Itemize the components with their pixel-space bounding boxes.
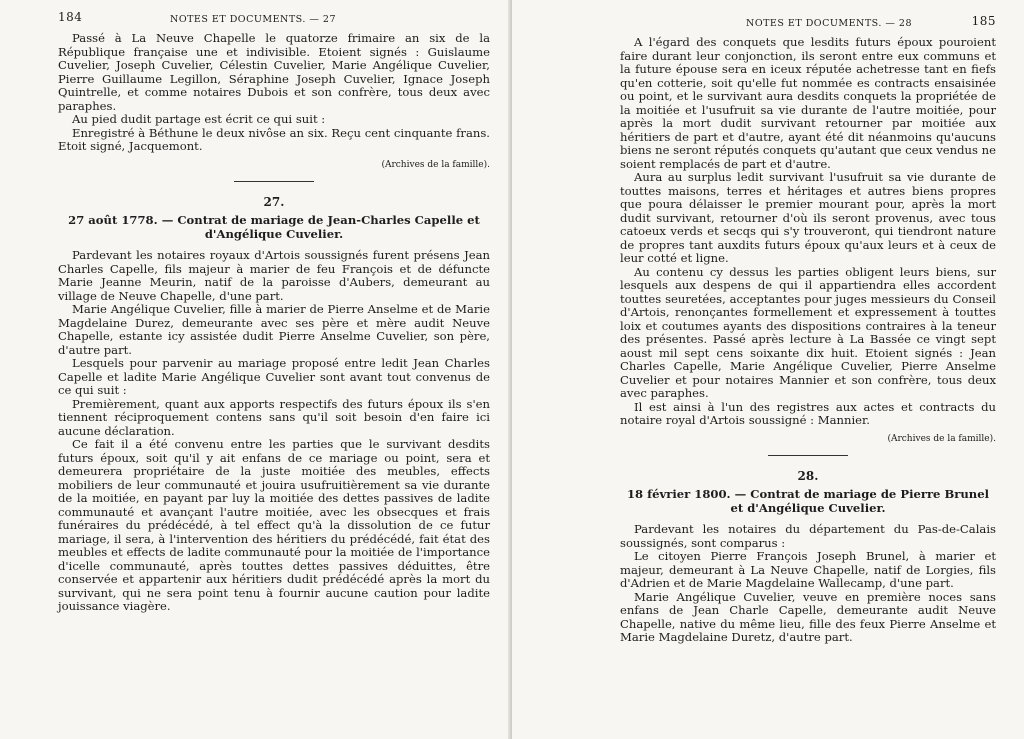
paragraph: Au contenu cy dessus les parties obligent leurs biens, sur lesquels aux despens de qui il appartiendra elles accordent touttes seuretées, acceptantes pour juges messieurs du Conseil d'Artois, renonçantes formellement et expressement à touttes loix et coutumes ayants des dispositions contraires à la teneur des présentes. Passé après lecture à La Bassée ce vingt sept aoust mil sept cens soixante dix huit. Etoient signés : Jean Charles Capelle, Marie Angélique Cuvelier, Pierre Anselme Cuvelier et pour notaires Mannier et son confrère, tous deux avec paraphes. — [620, 264, 996, 400]
section-number: 27. — [263, 195, 285, 209]
page-number: 184 — [58, 10, 83, 24]
section-title: 18 février 1800. — Contrat de mariage de Pierre Brunel et d'Angélique Cuvelier. — [626, 487, 990, 515]
paragraph: Au pied dudit partage est écrit ce qui suit : — [72, 112, 326, 126]
paragraph: Aura au surplus ledit survivant l'usufruit sa vie durante de touttes maisons, terres et héritages et autres biens propres que poura délaisser le premier mourant pour, après la mort dudit survivant, retourner d'où ils seront provenus, avec tous catoeux verds et secqs qui s'y trouveront, qui tiendront nature de propres tant auxdits futurs époux qu'aux leurs et à ceux de leur cotté et ligne. — [620, 170, 996, 265]
archive-note: (Archives de la famille). — [381, 159, 490, 170]
paragraph: Ce fait il a été convenu entre les parties que le survivant desdits futurs époux, soit qu'il y ait enfans de ce mariage ou point, sera et demeurera propriétaire de la juste moitiée des meubles, effects mobiliers de leur communauté et jouira usufruitièrement sa vie durante de la moitiée, en payant par luy la moitiée des dettes passives de ladite communauté et avançant l'autre moitiée, avec les obsecques et frais funéraires du prédécédé, à tel effect qu'à la dissolution de ce futur mariage, il sera, à l'intervention des héritiers du prédécédé, fait état des meubles et effects de ladite communauté pour la moitiée de l'importance d'icelle communauté, après touttes dettes passives déduittes, être conservée et appartenir aux héritiers dudit prédécédé après la mort du survivant, qui ne sera point tenu à fournir aucune caution pour ladite jouissance viagère. — [58, 437, 490, 613]
paragraph: Enregistré à Béthune le deux nivôse an six. Reçu cent cinquante frans. Etoit signé, Jacquemont. — [58, 125, 490, 153]
paragraph: A l'égard des conquets que lesdits futurs époux pouroient faire durant leur conjonction, ils seront entre eux communs et la future épouse sera en iceux réputée achetresse tant en fiefs qu'en cotterie, soit qu'elle fut nommée es contracts ensaisinée ou point, et le survivant aura desdits conquets la propriétée de la moitiée et l'usufruit sa vie durante de l'autre moitiée, pour après la mort dudit survivant retourner par moitiée aux héritiers de part et d'autre, ayant été dit néanmoins qu'aucuns biens ne seront réputés conquets qu'autant que ceux vendus ne soient remplacés de part et d'autre. — [620, 35, 996, 171]
page-number: 185 — [971, 14, 996, 28]
page-header — [58, 10, 490, 32]
section-divider — [768, 455, 848, 456]
right-page — [512, 0, 1024, 739]
page-header — [620, 14, 996, 36]
paragraph: Il est ainsi à l'un des registres aux actes et contracts du notaire royal d'Artois soussigné : Mannier. — [620, 399, 996, 427]
section-title: 27 août 1778. — Contrat de mariage de Jean-Charles Capelle et d'Angélique Cuvelier. — [68, 213, 480, 241]
paragraph: Marie Angélique Cuvelier, veuve en première noces sans enfans de Jean Charle Capelle, demeurante audit Neuve Chapelle, native du même lieu, fille des feux Pierre Anselme et Marie Magdelaine Duretz, d'autre part. — [620, 589, 996, 644]
paragraph: Pardevant les notaires royaux d'Artois soussignés furent présens Jean Charles Capelle, fils majeur à marier de feu François et de défuncte Marie Jeanne Meurin, natif de la paroisse d'Aubers, demeurant au village de Neuve Chapelle, d'une part. — [58, 248, 490, 303]
running-head: NOTES ET DOCUMENTS. — 28 — [746, 18, 912, 29]
paragraph: Pardevant les notaires du département du Pas-de-Calais soussignés, sont comparus : — [620, 522, 996, 550]
section-number: 28. — [797, 469, 819, 483]
section-divider — [234, 181, 314, 182]
running-head: NOTES ET DOCUMENTS. — 27 — [170, 14, 336, 25]
paragraph: Marie Angélique Cuvelier, fille à marier de Pierre Anselme et de Marie Magdelaine Durez, demeurante avec ses père et mère audit Neuve Chapelle, estante icy assistée dudit Pierre Anselme Cuvelier, son père, d'autre part. — [58, 302, 490, 357]
archive-note: (Archives de la famille). — [887, 433, 996, 444]
paragraph: Premièrement, quant aux apports respectifs des futurs époux ils s'en tiennent réciproquement contens sans qu'il soit besoin d'en faire ici aucune déclaration. — [58, 396, 490, 438]
paragraph: Passé à La Neuve Chapelle le quatorze frimaire an six de la République française une et indivisible. Etoient signés : Guislaume Cuvelier, Joseph Cuvelier, Célestin Cuvelier, Marie Angélique Cuvelier, Pierre Guillaume Legillon, Séraphine Joseph Cuvelier, Ignace Joseph Quintrelle, et comme notaires Dubois et son confrère, tous deux avec paraphes. — [58, 31, 490, 113]
paragraph: Lesquels pour parvenir au mariage proposé entre ledit Jean Charles Capelle et ladite Marie Angélique Cuvelier sont avant tout convenus de ce qui suit : — [58, 356, 490, 397]
paragraph: Le citoyen Pierre François Joseph Brunel, à marier et majeur, demeurant à La Neuve Chapelle, natif de Lorgies, fils d'Adrien et de Marie Magdelaine Wallecamp, d'une part. — [620, 549, 996, 590]
